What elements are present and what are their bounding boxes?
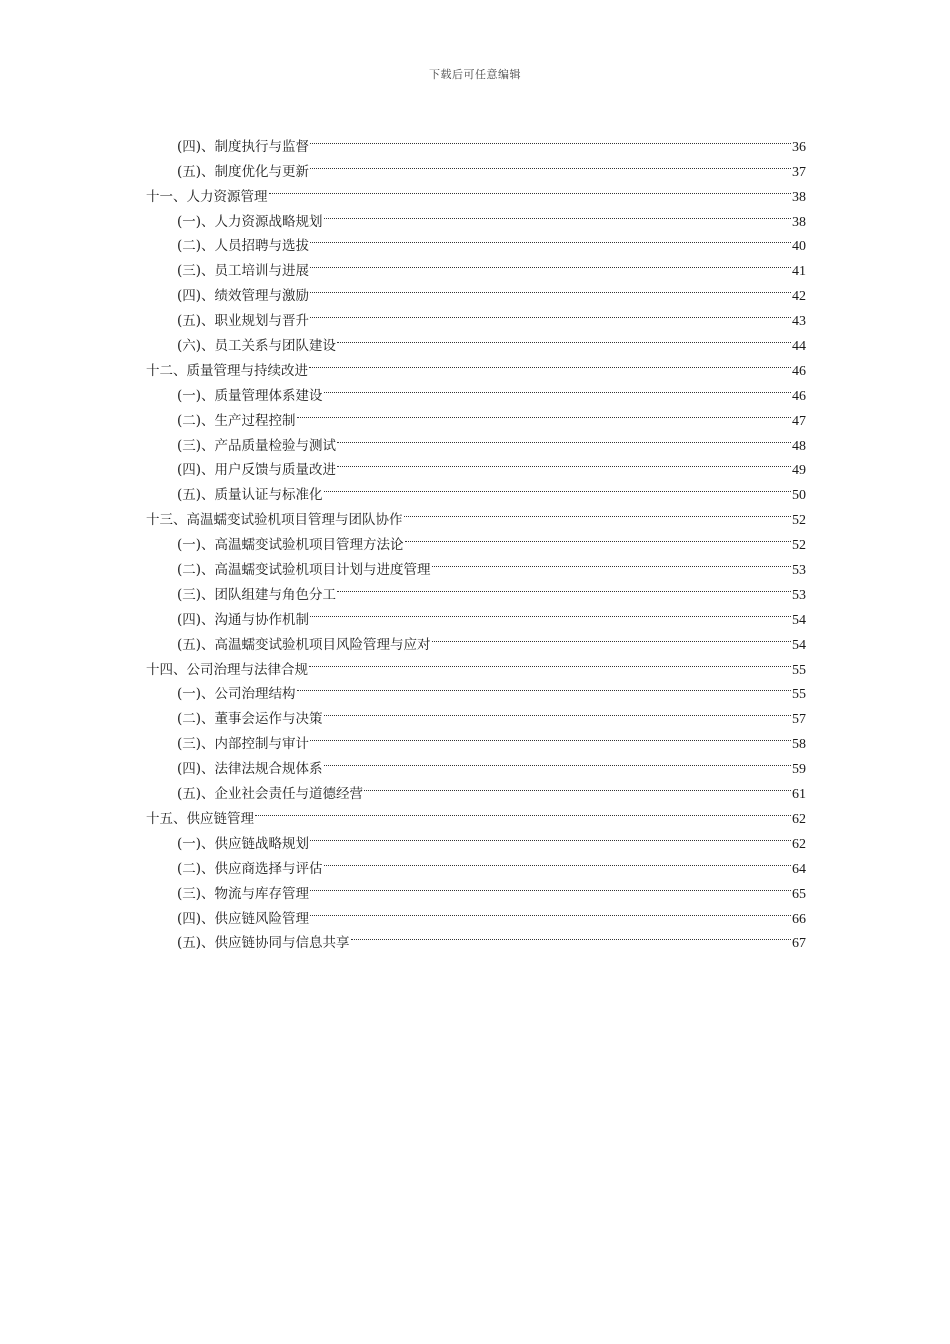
toc-entry-title: (二)、高温蠕变试验机项目计划与进度管理 xyxy=(177,562,431,579)
toc-page-number: 38 xyxy=(792,189,806,205)
toc-entry-title: (一)、供应链战略规划 xyxy=(177,835,310,852)
toc-entry-title: (三)、产品质量检验与测试 xyxy=(177,437,337,454)
toc-page-number: 40 xyxy=(792,239,806,255)
toc-page-number: 62 xyxy=(792,836,806,852)
toc-page-number: 42 xyxy=(792,289,806,305)
toc-page-number: 59 xyxy=(792,762,806,778)
toc-page-number: 53 xyxy=(792,563,806,579)
toc-dot-leader xyxy=(432,624,791,649)
toc-entry-title: (五)、制度优化与更新 xyxy=(177,163,310,180)
toc-dot-leader xyxy=(310,823,791,848)
toc-entry-title: (四)、绩效管理与激励 xyxy=(177,288,310,305)
toc-entry-title: (三)、团队组建与角色分工 xyxy=(177,586,337,603)
toc-section-entry[interactable] xyxy=(146,126,806,155)
toc-page-number: 36 xyxy=(792,139,806,155)
toc-page-number: 49 xyxy=(792,463,806,479)
toc-page-number: 50 xyxy=(792,488,806,504)
toc-entry-title: (五)、职业规划与晋升 xyxy=(177,313,310,330)
toc-entry-title: (四)、沟通与协作机制 xyxy=(177,611,310,628)
toc-entry-title: (一)、高温蠕变试验机项目管理方法论 xyxy=(177,537,404,554)
toc-page-number: 37 xyxy=(792,164,806,180)
toc-dot-leader xyxy=(364,773,791,798)
toc-page-number: 64 xyxy=(792,861,806,877)
toc-dot-leader xyxy=(405,524,791,549)
toc-page-number: 46 xyxy=(792,363,806,379)
toc-page-number: 46 xyxy=(792,388,806,404)
toc-page-number: 62 xyxy=(792,811,806,827)
toc-entry-title: (四)、法律法规合规体系 xyxy=(177,761,323,778)
toc-entry-title: (五)、质量认证与标准化 xyxy=(177,487,323,504)
toc-page-number: 55 xyxy=(792,687,806,703)
toc-dot-leader xyxy=(310,300,791,325)
toc-entry-title: (三)、物流与库存管理 xyxy=(177,885,310,902)
toc-dot-leader xyxy=(337,425,791,450)
toc-page-number: 38 xyxy=(792,214,806,230)
toc-dot-leader xyxy=(324,848,791,873)
toc-entry-title: (五)、企业社会责任与道德经营 xyxy=(177,786,364,803)
toc-dot-leader xyxy=(337,450,791,475)
toc-page-number: 48 xyxy=(792,438,806,454)
toc-entry-title: (六)、员工关系与团队建设 xyxy=(177,338,337,355)
toc-page-number: 44 xyxy=(792,339,806,355)
toc-page-number: 41 xyxy=(792,264,806,280)
toc-page-number: 55 xyxy=(792,662,806,678)
toc-entry-title: (二)、董事会运作与决策 xyxy=(177,711,323,728)
toc-entry-title: 十二、质量管理与持续改进 xyxy=(146,362,308,379)
toc-dot-leader xyxy=(310,250,791,275)
toc-dot-leader xyxy=(337,574,791,599)
page-header: 下载后可任意编辑 xyxy=(429,68,521,81)
toc-entry-title: (四)、用户反馈与质量改进 xyxy=(177,462,337,479)
toc-dot-leader xyxy=(310,226,791,251)
toc-dot-leader xyxy=(255,798,791,823)
toc-entry-title: (三)、员工培训与进展 xyxy=(177,263,310,280)
toc-dot-leader xyxy=(269,176,792,201)
toc-entry-title: (四)、供应链风险管理 xyxy=(177,910,310,927)
toc-dot-leader xyxy=(310,599,791,624)
toc-entry-title: (二)、供应商选择与评估 xyxy=(177,860,323,877)
toc-dot-leader xyxy=(309,350,791,375)
toc-entry-title: 十四、公司治理与法律合规 xyxy=(146,661,308,678)
toc-entry-title: (四)、制度执行与监督 xyxy=(177,138,310,155)
toc-entry-title: 十三、高温蠕变试验机项目管理与团队协作 xyxy=(146,512,403,529)
toc-dot-leader xyxy=(297,400,791,425)
toc-page-number: 67 xyxy=(792,936,806,952)
toc-dot-leader xyxy=(309,649,791,674)
toc-page-number: 54 xyxy=(792,612,806,628)
toc-entry-title: (一)、质量管理体系建设 xyxy=(177,387,323,404)
toc-dot-leader xyxy=(310,873,791,898)
toc-dot-leader xyxy=(310,126,791,151)
toc-dot-leader xyxy=(324,748,791,773)
toc-dot-leader xyxy=(351,923,791,948)
toc-page-number: 52 xyxy=(792,513,806,529)
toc-dot-leader xyxy=(310,275,791,300)
toc-entry-title: (一)、人力资源战略规划 xyxy=(177,213,323,230)
toc-entry-title: (二)、生产过程控制 xyxy=(177,412,296,429)
toc-dot-leader xyxy=(324,375,791,400)
toc-page-number: 66 xyxy=(792,911,806,927)
toc-dot-leader xyxy=(297,674,791,699)
toc-page-number: 53 xyxy=(792,587,806,603)
toc-dot-leader xyxy=(310,898,791,923)
toc-dot-leader xyxy=(432,549,791,574)
toc-entry-title: 十五、供应链管理 xyxy=(146,810,254,827)
toc-page-number: 47 xyxy=(792,413,806,429)
toc-page-number: 43 xyxy=(792,314,806,330)
toc-page-number: 52 xyxy=(792,538,806,554)
toc-dot-leader xyxy=(324,201,791,226)
toc-dot-leader xyxy=(404,499,792,524)
toc-dot-leader xyxy=(310,151,791,176)
toc-dot-leader xyxy=(324,474,791,499)
toc-entry-title: (一)、公司治理结构 xyxy=(177,686,296,703)
toc-entry-title: (五)、供应链协同与信息共享 xyxy=(177,935,350,952)
toc-page-number: 57 xyxy=(792,712,806,728)
toc-entry-title: 十一、人力资源管理 xyxy=(146,188,268,205)
toc-dot-leader xyxy=(337,325,791,350)
toc-page-number: 61 xyxy=(792,787,806,803)
toc-dot-leader xyxy=(310,723,791,748)
toc-entry-title: (三)、内部控制与审计 xyxy=(177,736,310,753)
toc-page-number: 65 xyxy=(792,886,806,902)
toc-entry-title: (二)、人员招聘与选拔 xyxy=(177,238,310,255)
toc-entry-title: (五)、高温蠕变试验机项目风险管理与应对 xyxy=(177,636,431,653)
toc-page-number: 58 xyxy=(792,737,806,753)
table-of-contents xyxy=(146,126,806,952)
toc-page-number: 54 xyxy=(792,637,806,653)
toc-dot-leader xyxy=(324,698,791,723)
